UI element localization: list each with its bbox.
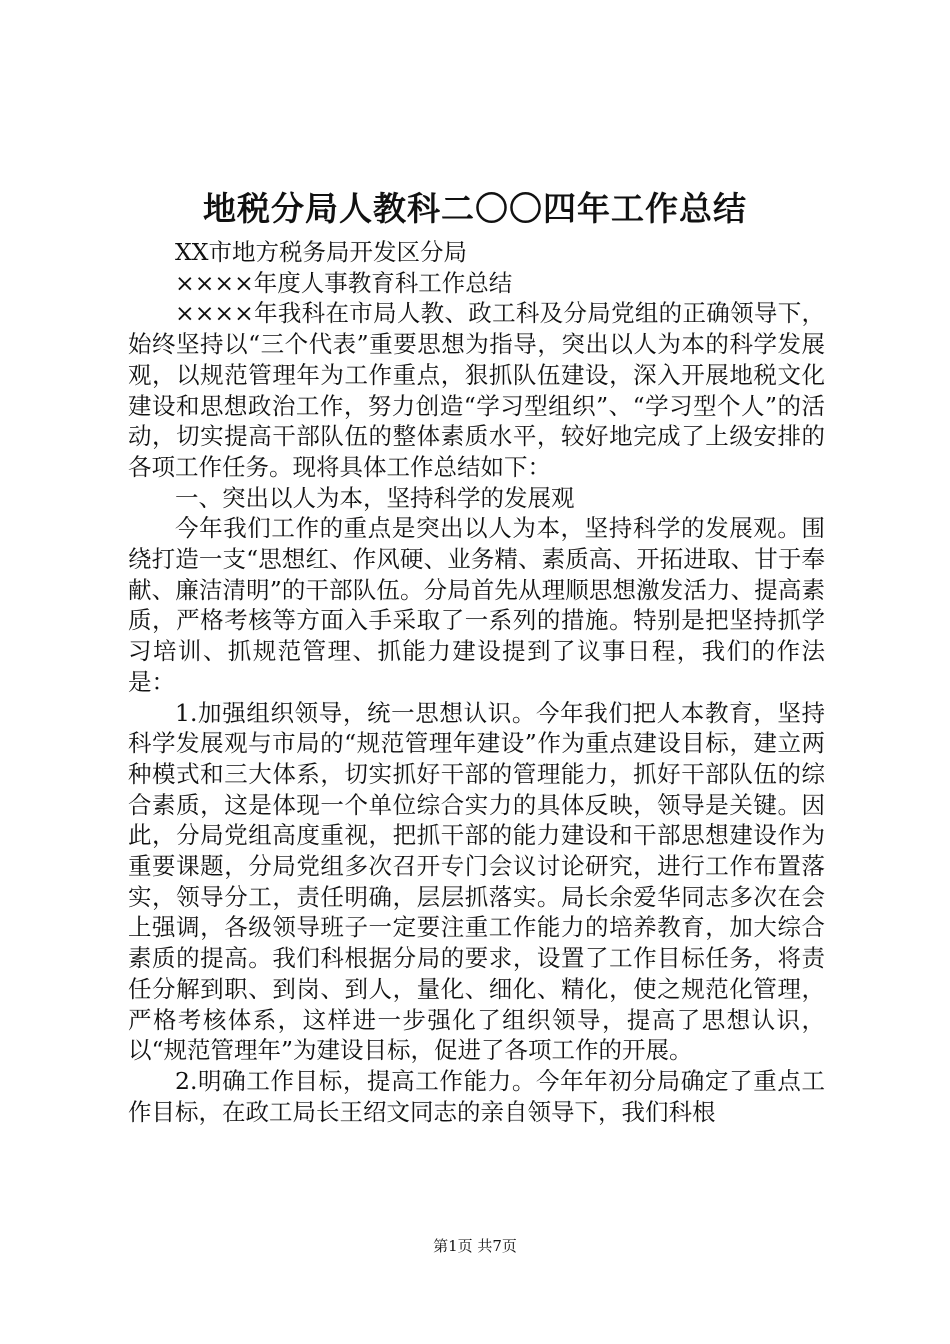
org-name-line: XX市地方税务局开发区分局 bbox=[175, 238, 467, 266]
item-1-paragraph: 1.加强组织领导，统一思想认识。今年我们把人本教育，坚持科学发展观与市局的“规范管理年建设”作为重点建设目标，建立两种模式和三大体系，切实抓好干部的管理能力，抓好干部队伍的综合素质，这是体现一个单位综合实力的具体反映，领导是关键。因此，分局党组高度重视，把抓干部的能力建设和干部思想建设作为重要课题，分局党组多次召开专门会议讨论研究，进行工作布置落实，领导分工，责任明确，层层抓落实。局长余爱华同志多次在会上强调，各级领导班子一定要注重工作能力的培养教育，加大综合素质的提高。我们科根据分局的要求，设置了工作目标任务，将责任分解到职、到岗、到人，量化、细化、精化，使之规范化管理，严格考核体系，这样进一步强化了组织领导，提高了思想认识，以“规范管理年”为建设目标，促进了各项工作的开展。 bbox=[128, 698, 825, 1065]
page-number-footer: 第1页 共7页 bbox=[433, 1237, 517, 1255]
report-subtitle-line: ××××年度人事教育科工作总结 bbox=[175, 268, 513, 297]
item-2-paragraph: 2.明确工作目标，提高工作能力。今年年初分局确定了重点工作目标，在政工局长王绍文同志的亲自领导下，我们科根 bbox=[128, 1066, 825, 1126]
document-body bbox=[128, 237, 825, 1127]
section-1-paragraph: 今年我们工作的重点是突出以人为本，坚持科学的发展观。围绕打造一支“思想红、作风硬、业务精、素质高、开拓进取、甘于奉献、廉洁清明”的干部队伍。分局首先从理顺思想激发活力、提高素质，严格考核等方面入手采取了一系列的措施。特别是把坚持抓学习培训、抓规范管理、抓能力建设提到了议事日程，我们的作法是： bbox=[128, 514, 825, 696]
document-title: 地税分局人教科二〇〇四年工作总结 bbox=[203, 189, 747, 228]
section-heading-1: 一、突出以人为本，坚持科学的发展观 bbox=[175, 483, 575, 512]
intro-paragraph: ××××年我科在市局人教、政工科及分局党组的正确领导下，始终坚持以“三个代表”重要思想为指导，突出以人为本的科学发展观，以规范管理年为工作重点，狠抓队伍建设，深入开展地税文化建设和思想政治工作，努力创造“学习型组织”、“学习型个人”的活动，切实提高干部队伍的整体素质水平，较好地完成了上级安排的各项工作任务。现将具体工作总结如下： bbox=[128, 299, 825, 481]
